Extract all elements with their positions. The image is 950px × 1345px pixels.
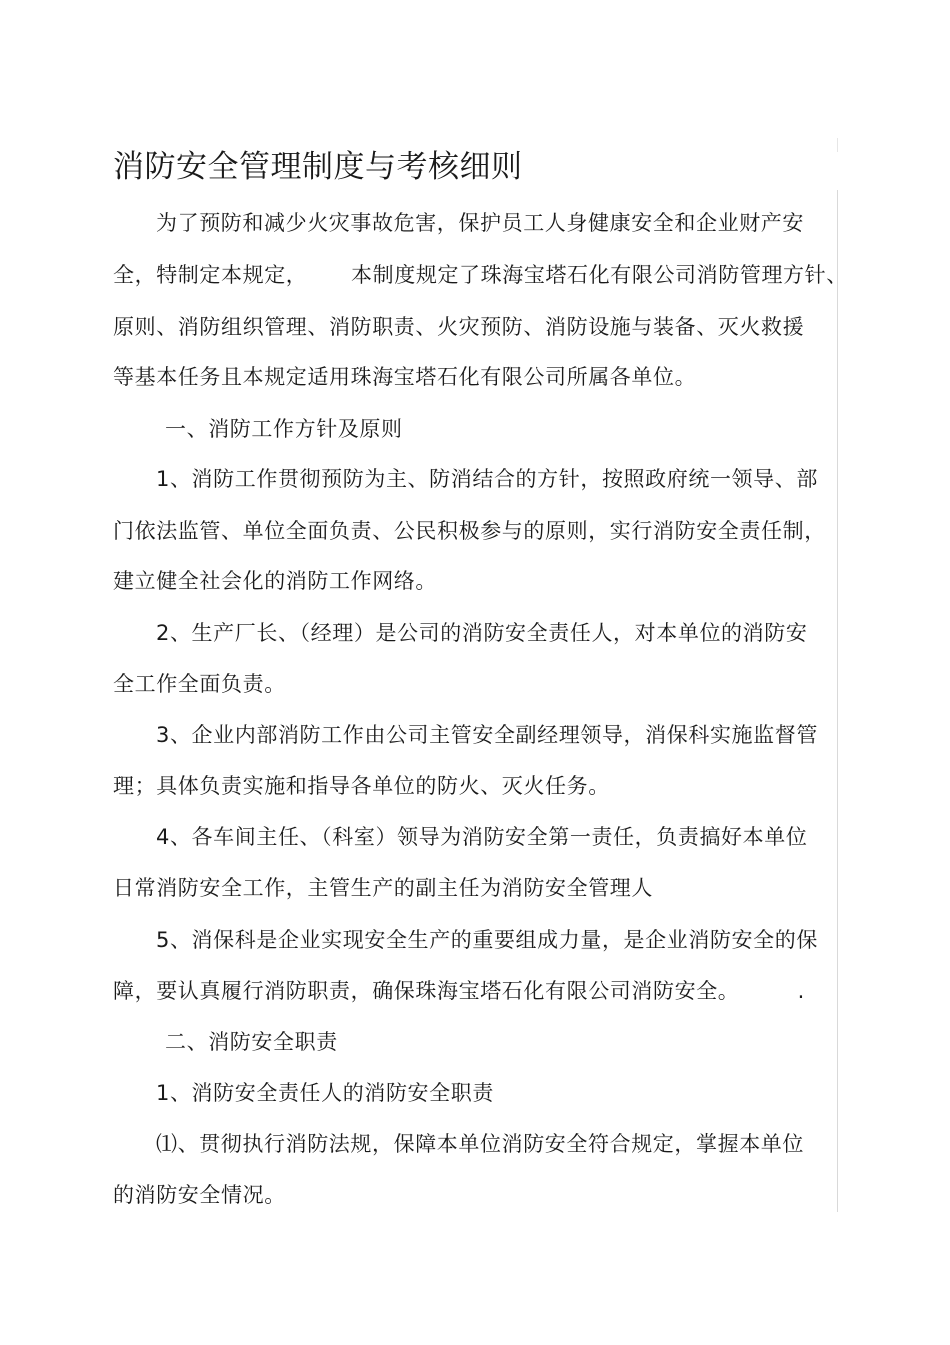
paragraph-line: 的消防安全情况。: [113, 1183, 286, 1207]
paragraph-line: 1、消防安全责任人的消防安全职责: [156, 1081, 494, 1105]
paragraph-line: 日常消防安全工作，主管生产的副主任为消防安全管理人: [113, 876, 653, 900]
document-title: 消防安全管理制度与考核细则: [113, 149, 523, 185]
paragraph-line: 建立健全社会化的消防工作网络。: [113, 569, 437, 593]
paragraph-line: 理；具体负责实施和指导各单位的防火、灭火任务。: [113, 774, 610, 798]
paragraph-line: 1、消防工作贯彻预防为主、防消结合的方针，按照政府统一领导、部: [156, 467, 818, 491]
paragraph-line: 4、各车间主任、（科室）领导为消防安全第一责任，负责搞好本单位: [156, 825, 808, 849]
paragraph-line: 障，要认真履行消防职责，确保珠海宝塔石化有限公司消防安全。 .: [113, 979, 805, 1003]
section-heading: 二、消防安全职责: [165, 1030, 338, 1054]
paragraph-line: 为了预防和减少火灾事故危害，保护员工人身健康安全和企业财产安: [156, 211, 804, 235]
paragraph-line: 全工作全面负责。: [113, 672, 286, 696]
paragraph-line: ⑴、贯彻执行消防法规，保障本单位消防安全符合规定，掌握本单位: [156, 1132, 804, 1156]
paragraph-line: 5、消保科是企业实现安全生产的重要组成力量，是企业消防安全的保: [156, 928, 818, 952]
paragraph-line: 全，特制定本规定， 本制度规定了珠海宝塔石化有限公司消防管理方针、: [113, 263, 848, 287]
margin-rule-top: [837, 138, 838, 152]
margin-rule: [837, 190, 838, 1212]
paragraph-line: 2、生产厂长、（经理）是公司的消防安全责任人，对本单位的消防安: [156, 621, 808, 645]
paragraph-line: 3、企业内部消防工作由公司主管安全副经理领导，消保科实施监督管: [156, 723, 818, 747]
paragraph-line: 门依法监管、单位全面负责、公民积极参与的原则，实行消防安全责任制，: [113, 519, 826, 543]
section-heading: 一、消防工作方针及原则: [165, 417, 403, 441]
paragraph-line: 原则、消防组织管理、消防职责、火灾预防、消防设施与装备、灭火救援: [113, 315, 805, 339]
paragraph-line: 等基本任务且本规定适用珠海宝塔石化有限公司所属各单位。: [113, 365, 697, 389]
